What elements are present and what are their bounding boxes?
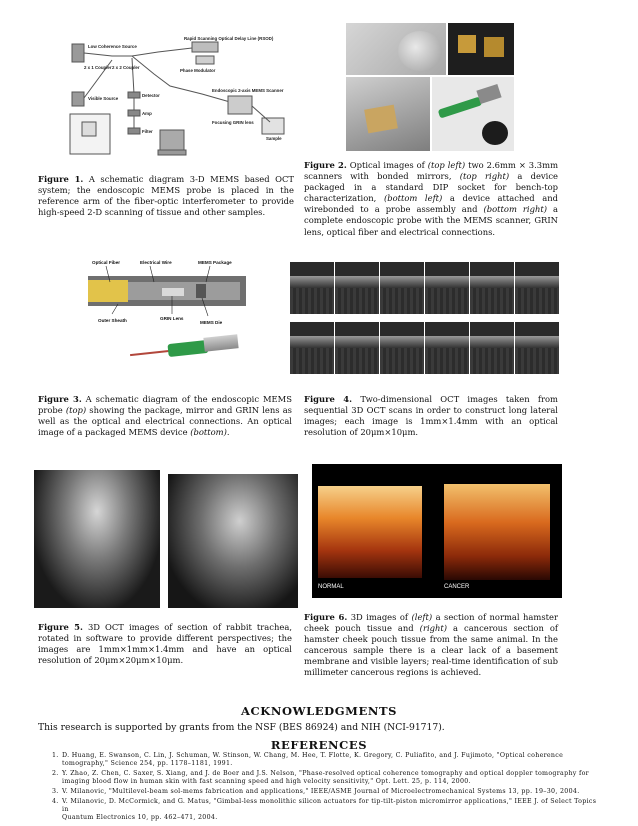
figure-3-device-photo	[130, 330, 246, 370]
probe-schematic	[88, 254, 246, 326]
figure-4-oct-grid	[290, 262, 560, 380]
label-filter: Filter	[142, 129, 153, 134]
oct-system-diagram	[62, 34, 296, 160]
label-visible-source: Visible Source	[88, 96, 119, 101]
label-optical-fiber: Optical Fiber	[92, 260, 121, 265]
label-grin: Focusing GRIN lens	[212, 120, 254, 125]
mems-scanner-block	[228, 96, 252, 114]
figure-4-label: Figure 4.	[304, 394, 353, 404]
trachea-view-2	[168, 474, 298, 608]
oct-slice	[515, 262, 559, 314]
oct-slice	[470, 322, 514, 374]
figure-5-oct-images	[34, 470, 298, 608]
reference-item: 4. V. Milanovic, D. McCormick, and G. Matus, "Gimbal-less monolithic silicon actuators for tip-tilt-piston micromirror applications," IEEE J. of Select Topics in Quantum Electronics 10, pp. 462–471, 2004.	[52, 798, 597, 822]
label-outer-sheath: Outer Sheath	[98, 318, 127, 323]
visible-source-block	[72, 92, 84, 106]
photo-top-right	[448, 23, 514, 75]
cancer-tissue-volume	[444, 484, 550, 580]
figure-1-caption: Figure 1. A schematic diagram 3-D MEMS based OCT system; the endoscopic MEMS probe is placed in the reference arm of the fiber-optic interferometer to provide high-speed 2-D scanning of tissue and other samples.	[38, 174, 294, 218]
label-coupler-2x2: 2 x 2 Coupler	[112, 65, 140, 70]
label-amp: Amp	[142, 111, 152, 116]
oct-slice	[335, 262, 379, 314]
figure-3-label: Figure 3.	[38, 394, 82, 404]
figure-6-3d-images	[312, 464, 562, 598]
filter-block	[128, 128, 140, 134]
figure-6-caption: Figure 6. 3D images of (left) a section of normal hamster cheek pouch tissue and (right) a cancerous section of hamster cheek pouch tissue from the same animal. In the cancerous sample there is a clear lack of a basement membrane and visible layers; real-time identification of sub millimeter cancerous regions is achieved.	[304, 612, 559, 678]
cancer-label: CANCER	[444, 584, 470, 590]
figure-6-label: Figure 6.	[304, 612, 348, 622]
computer-icon	[160, 130, 184, 150]
oct-slice	[425, 262, 469, 314]
figure-3-probe-diagram	[88, 254, 246, 326]
oct-slice	[515, 322, 559, 374]
label-electrical-wire: Electrical Wire	[140, 260, 172, 265]
figure-2-caption: Figure 2. Optical images of (top left) two 2.6mm × 3.3mm scanners with bonded mirrors, (top right) a device packaged in a standard DIP socket for bench-top characterization, (bottom left) a device attached and wirebonded to a probe assembly and (bottom right) a complete endoscopic probe with the MEMS scanner, GRIN lens, optical fiber and electrical connections.	[304, 160, 559, 237]
reference-item: 3. V. Milanovic, "Multilevel-beam sol-mems fabrication and applications," IEEE/ASME Journal of Microelectromechanical Systems 13, pp. 19–30, 2004.	[52, 788, 580, 795]
oct-slice	[290, 262, 334, 314]
oct-slice	[425, 322, 469, 374]
detector-block	[128, 92, 140, 98]
photo-bottom-right	[432, 77, 514, 151]
figure-1-schematic	[62, 34, 296, 160]
figure-2-photos	[346, 23, 514, 151]
figure-5-label: Figure 5.	[38, 622, 83, 632]
amp-block	[128, 110, 140, 116]
figure-2-label: Figure 2.	[304, 160, 347, 170]
oct-slice	[470, 262, 514, 314]
mems-die-shape	[196, 284, 206, 298]
sample-block	[262, 118, 284, 134]
rsod-block	[192, 42, 218, 52]
label-phase-modulator: Phase Modulator	[180, 68, 216, 73]
label-grin-lens: GRIN Lens	[160, 316, 184, 321]
reference-item: 2. Y. Zhao, Z. Chen, C. Saxer, S. Xiang, and J. de Boer and J.S. Nelson, "Phase-resolved optical coherence tomography and optical doppler tomography for imaging blood flow in human skin with fast scanning speed and high velocity sensitivity," Opt. Lett. 25, p. 114, 2000.	[52, 770, 589, 786]
label-detector: Detector	[142, 93, 160, 98]
normal-label: NORMAL	[318, 584, 344, 590]
label-probe: Endoscopic 2-axis MEMS Scanner	[212, 88, 284, 93]
coin-photo	[398, 31, 442, 71]
acknowledgments-text: This research is supported by grants from the NSF (BES 86924) and NIH (NCI-91717).	[38, 722, 445, 733]
normal-tissue-volume	[318, 486, 422, 578]
phase-modulator-block	[196, 56, 214, 64]
label-low-coherence-source: Low Coherence Source	[88, 44, 137, 49]
optical-fiber-shape	[88, 280, 128, 302]
label-sample: Sample	[266, 136, 282, 141]
grin-lens-shape	[162, 288, 184, 296]
label-rsod: Rapid Scanning Optical Delay Line (RSOD)	[184, 36, 274, 41]
low-coherence-source-block	[72, 44, 84, 62]
figure-5-caption: Figure 5. 3D OCT images of section of rabbit trachea, rotated in software to provide different perspectives; the images are 1mm×1mm×1.4mm and have an optical resolution of 20μm×20μm×10μm.	[38, 622, 292, 666]
figure-3-caption: Figure 3. A schematic diagram of the endoscopic MEMS probe (top) showing the package, mirror and GRIN lens as well as the optical and electrical connections. An optical image of a packaged MEMS device (bottom).	[38, 394, 292, 438]
oct-slice	[380, 322, 424, 374]
label-coupler-2x1: 2 x 1 Coupler	[84, 65, 112, 70]
figure-1-label: Figure 1.	[38, 174, 84, 184]
references-heading: REFERENCES	[270, 738, 368, 752]
figure-4-caption: Figure 4. Two-dimensional OCT images taken from sequential 3D OCT scans in order to construct long lateral images; each image is 1mm×1.4mm with an optical resolution of 20μm×10μm.	[304, 394, 558, 438]
photo-bottom-left	[346, 77, 430, 151]
trachea-view-1	[34, 470, 160, 608]
acknowledgments-heading: ACKNOWLEDGMENTS	[240, 704, 398, 718]
oct-slice	[335, 322, 379, 374]
oct-slice	[290, 322, 334, 374]
oct-slice	[380, 262, 424, 314]
reference-item: 1. D. Huang, E. Swanson, C. Lin, J. Schuman, W. Stinson, W. Chang, M. Hee, T. Flotte, K. Gregory, C. Puliafito, and J. Fujimoto, "Optical coherence tomography," Science 254, pp. 1178–1181, 1991.	[52, 752, 564, 768]
label-mems-die: MEMS Die	[200, 320, 223, 325]
label-mems-package: MEMS Package	[198, 260, 232, 265]
